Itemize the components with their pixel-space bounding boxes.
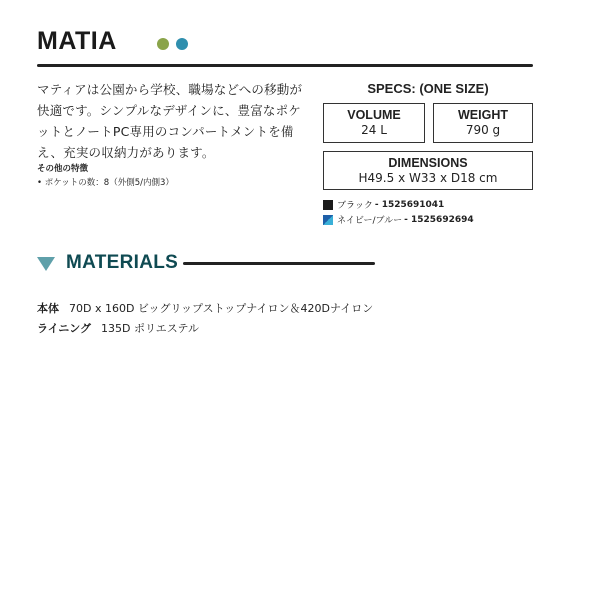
black-swatch	[323, 200, 333, 210]
material-row	[37, 320, 199, 336]
dimensions-label: DIMENSIONS	[388, 156, 468, 170]
dimensions-box	[323, 151, 533, 190]
volume-box	[323, 103, 425, 143]
product-description: マティアは公園から学校、職場などへの移動が快適です。シンプルなデザインに、豊富なポケットとノートPC専用のコンパートメントを備え、充実の収納力があります。	[37, 82, 303, 160]
volume-label: VOLUME	[347, 108, 401, 122]
header-divider	[37, 64, 533, 67]
material-row	[37, 300, 373, 316]
color-dot-green	[157, 38, 169, 50]
weight-box	[433, 103, 533, 143]
triangle-down-icon	[37, 257, 55, 271]
color-code: - 1525691041	[374, 199, 445, 210]
color-name: ブラック	[337, 201, 373, 211]
material-key: 本体	[37, 302, 59, 315]
color-dot-blue	[176, 38, 188, 50]
color-option-navy-blue	[323, 213, 474, 226]
material-value: 135D ポリエステル	[101, 322, 199, 335]
specs-heading: SPECS: (ONE SIZE)	[367, 81, 489, 96]
weight-label: WEIGHT	[458, 108, 508, 122]
features-title: その他の特徴	[37, 164, 89, 174]
color-option-black	[323, 198, 444, 211]
product-title: MATIA	[37, 27, 117, 55]
material-key: ライニング	[37, 322, 92, 335]
dimensions-value: H49.5 x W33 x D18 cm	[358, 171, 498, 185]
weight-value: 790 g	[465, 123, 501, 137]
features-item: • ポケットの数：8（外側5/内側3）	[37, 178, 174, 188]
color-code: - 1525692694	[404, 214, 474, 225]
volume-value: 24 L	[361, 123, 387, 137]
material-value: 70D x 160D ビッグリップストップナイロン＆420Dナイロン	[69, 302, 374, 315]
materials-divider	[183, 262, 375, 265]
materials-title: MATERIALS	[66, 252, 179, 273]
navy-blue-swatch	[323, 215, 333, 225]
color-name: ネイビー/ブルー	[337, 216, 403, 226]
